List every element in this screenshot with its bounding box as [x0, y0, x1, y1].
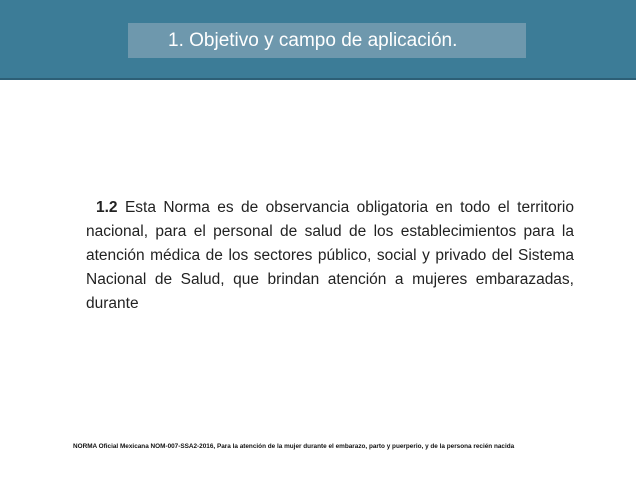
section-text: Esta Norma es de observancia obligatoria en todo el territorio nacional, para el personal de salud de los establecimientos para la atención médica de los sectores público, social y privado del Sistema Nacional de Salud, que brindan atención a mujeres embarazadas, durante [86, 199, 574, 312]
section-paragraph [86, 196, 574, 316]
page-title: 1. Objetivo y campo de aplicación. [168, 29, 458, 51]
footer-note: NORMA Oficial Mexicana NOM-007-SSA2-2016, Para la atención de la mujer durante el embarazo, parto y puerperio, y de la persona recién nacida [73, 443, 515, 450]
title-box [128, 23, 526, 58]
section-number: 1.2 [96, 199, 118, 216]
